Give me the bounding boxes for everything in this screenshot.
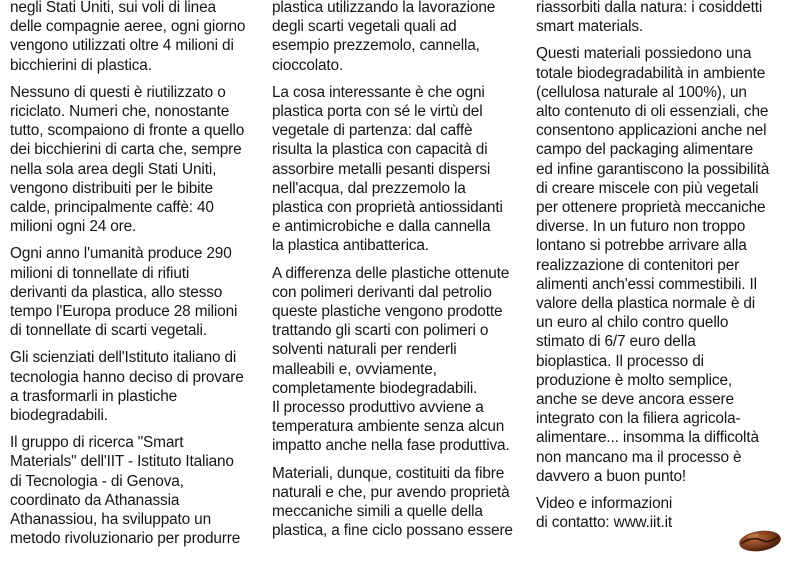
coffee-bean-icon bbox=[737, 527, 783, 553]
paragraph: Ogni anno l'umanità produce 290 milioni di tonnellate di rifiuti derivanti da plastica, allo stesso tempo l'Europa produce 28 milioni di tonnellate di scarti vegetali. bbox=[10, 245, 238, 340]
paragraph: Questi materiali possiedono una totale biodegradabilità in ambiente (cellulosa naturale al 100%), un alto contenuto di oli essenziali, che consentono applicazioni anche nel campo del packaging alimentare ed infine garantiscono la possibilità di creare miscele con più vegetali per ottenere proprietà meccaniche diverse. In un futuro non troppo lontano si potrebbe arrivare alla realizzazione di contenitori per alimenti anch'essi commestibili. Il valore della plastica normale è di un euro al chilo contro quello stimato di 6/7 euro della bioplastica. Il processo di produzione è molto semplice, anche se deve ancora essere integrato con la filiera agricola- alimentare... insomma la difficoltà non mancano ma il processo è davvero a buon punto! bbox=[536, 45, 770, 485]
paragraph: A differenza delle plastiche ottenute con polimeri derivanti dal petrolio queste plastiche vengono prodotte trattando gli scarti con polimeri o solventi naturali per renderli malleabili e, ovviamente, completamente biodegradabili. Il processo produttivo avviene a temperatura ambiente senza alcun impatto anche nella fase produttiva. bbox=[272, 264, 510, 455]
paragraph: La cosa interessante è che ogni plastica porta con sé le virtù del vegetale di partenza: dal caffè risulta la plastica con capacità di assorbire metalli pesanti dispersi nell'acqua, dal prezzemolo la plastica con proprietà antiossidanti e antimicrobiche e dalla cannella la plastica antibatterica. bbox=[272, 83, 503, 255]
contact-info: Video e informazioni di contatto: www.iit.it bbox=[536, 495, 673, 532]
paragraph: riassorbiti dalla natura: i cosiddetti smart materials. bbox=[536, 0, 763, 36]
article-column-3 bbox=[536, 0, 790, 540]
article-column-1 bbox=[10, 0, 256, 556]
paragraph: Gli scienziati dell'Istituto italiano di tecnologia hanno deciso di provare a trasformarli in plastiche biodegradabili. bbox=[10, 349, 244, 425]
paragraph: Il gruppo di ricerca "Smart Materials" dell'IIT - Istituto Italiano di Tecnologia - di Genova, coordinato da Athanassia Athanassiou, ha sviluppato un metodo rivoluzionario per produrre bbox=[10, 434, 241, 548]
paragraph: plastica utilizzando la lavorazione degli scarti vegetali quali ad esempio prezzemolo, cannella, cioccolato. bbox=[272, 0, 496, 74]
paragraph: Materiali, dunque, costituiti da fibre naturali e che, pur avendo proprietà meccaniche simili a quelle della plastica, a fine ciclo possano essere bbox=[272, 464, 513, 540]
article-column-2 bbox=[272, 0, 520, 548]
paragraph: Nessuno di questi è riutilizzato o riciclato. Numeri che, nonostante tutto, scompaiono di fronte a quello dei bicchierini di carta che, sempre nella sola area degli Stati Uniti, vengono distribuiti per le bibite calde, principalmente caffè: 40 milioni ogni 24 ore. bbox=[10, 83, 245, 236]
paragraph: negli Stati Uniti, sui voli di linea delle compagnie aeree, ogni giorno vengono utilizzati oltre 4 milioni di bicchierini di plastica. bbox=[10, 0, 246, 74]
